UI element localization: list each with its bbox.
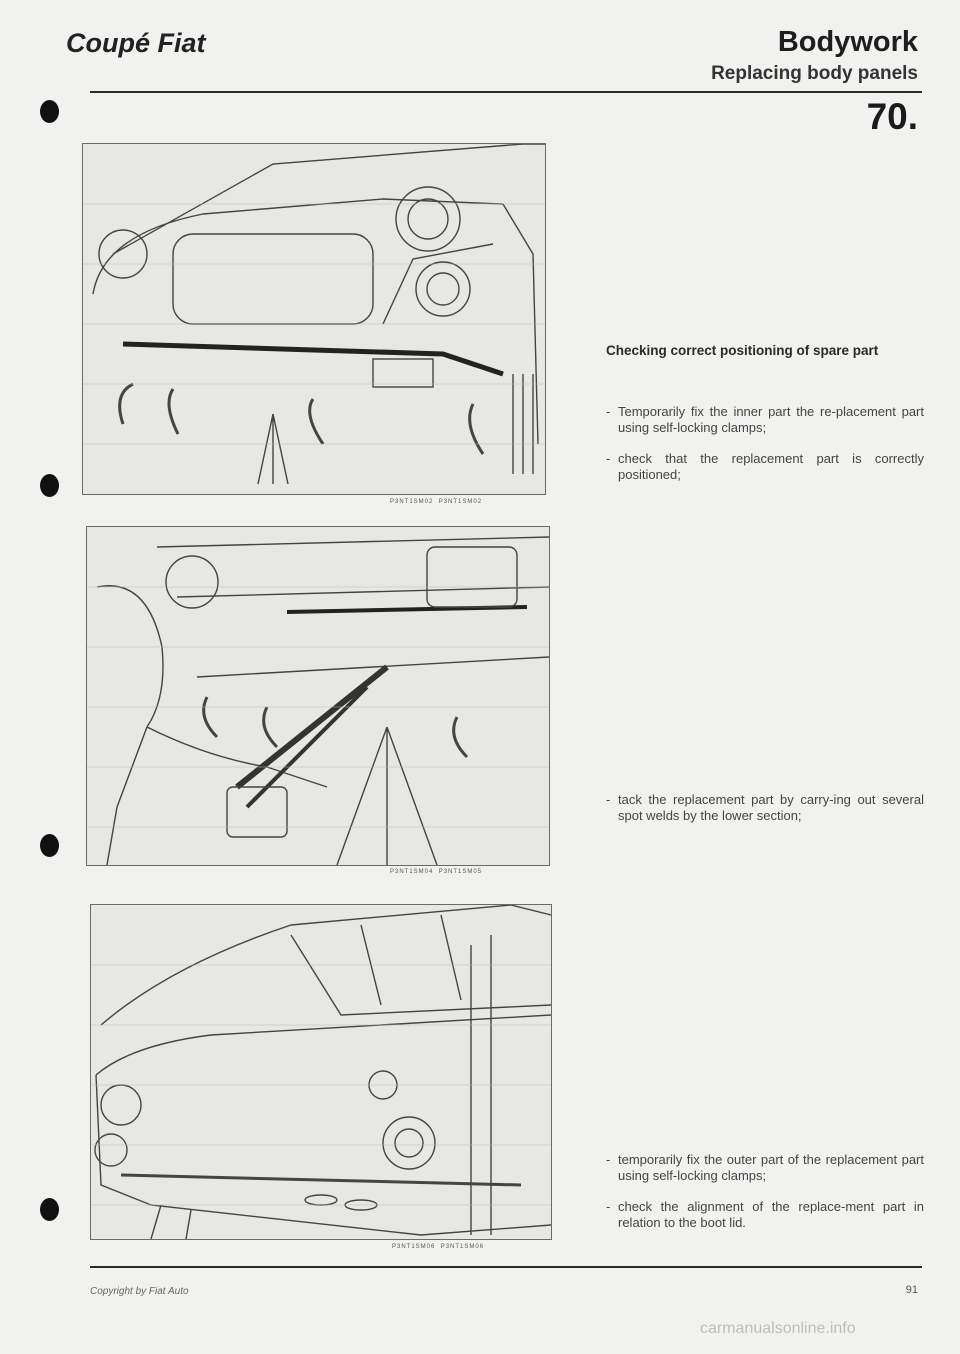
- page-number: 70.: [866, 96, 918, 137]
- footer-page-number: 91: [905, 1284, 918, 1296]
- section-title: Bodywork: [777, 26, 918, 58]
- punch-hole-icon: [40, 1198, 59, 1221]
- header-rule: [90, 91, 922, 93]
- procedure-step: - check the alignment of the replace-ment part in relation to the boot lid.: [606, 1199, 924, 1230]
- procedure-step: - Temporarily fix the inner part the re-placement part using self-locking clamps;: [606, 404, 924, 435]
- figure-spot-welding: [86, 526, 550, 866]
- procedure-step: - tack the replacement part by carry-ing out several spot welds by the lower section;: [606, 792, 924, 823]
- punch-hole-icon: [40, 834, 59, 857]
- figure-inner-panel-clamps: [82, 143, 546, 495]
- procedure-step: - check that the replacement part is correctly positioned;: [606, 451, 924, 482]
- footer-rule: [90, 1266, 922, 1268]
- punch-hole-icon: [40, 100, 59, 123]
- procedure-step: - temporarily fix the outer part of the replacement part using self-locking clamps;: [606, 1152, 924, 1183]
- copyright-text: Copyright by Fiat Auto: [90, 1286, 189, 1297]
- punch-hole-icon: [40, 474, 59, 497]
- figure-code: P3NT1SM06 P3NT1SM06: [392, 1244, 485, 1250]
- subsection-title: Replacing body panels: [711, 63, 918, 84]
- watermark-text: carmanualsonline.info: [700, 1320, 856, 1337]
- figure-outer-panel-alignment: [90, 904, 552, 1240]
- figure-code: P3NT1SM04 P3NT1SM05: [390, 869, 483, 875]
- figure-code: P3NT1SM02 P3NT1SM02: [390, 499, 483, 505]
- manual-brand-title: Coupé Fiat: [66, 28, 206, 58]
- procedure-heading: Checking correct positioning of spare part: [606, 343, 879, 358]
